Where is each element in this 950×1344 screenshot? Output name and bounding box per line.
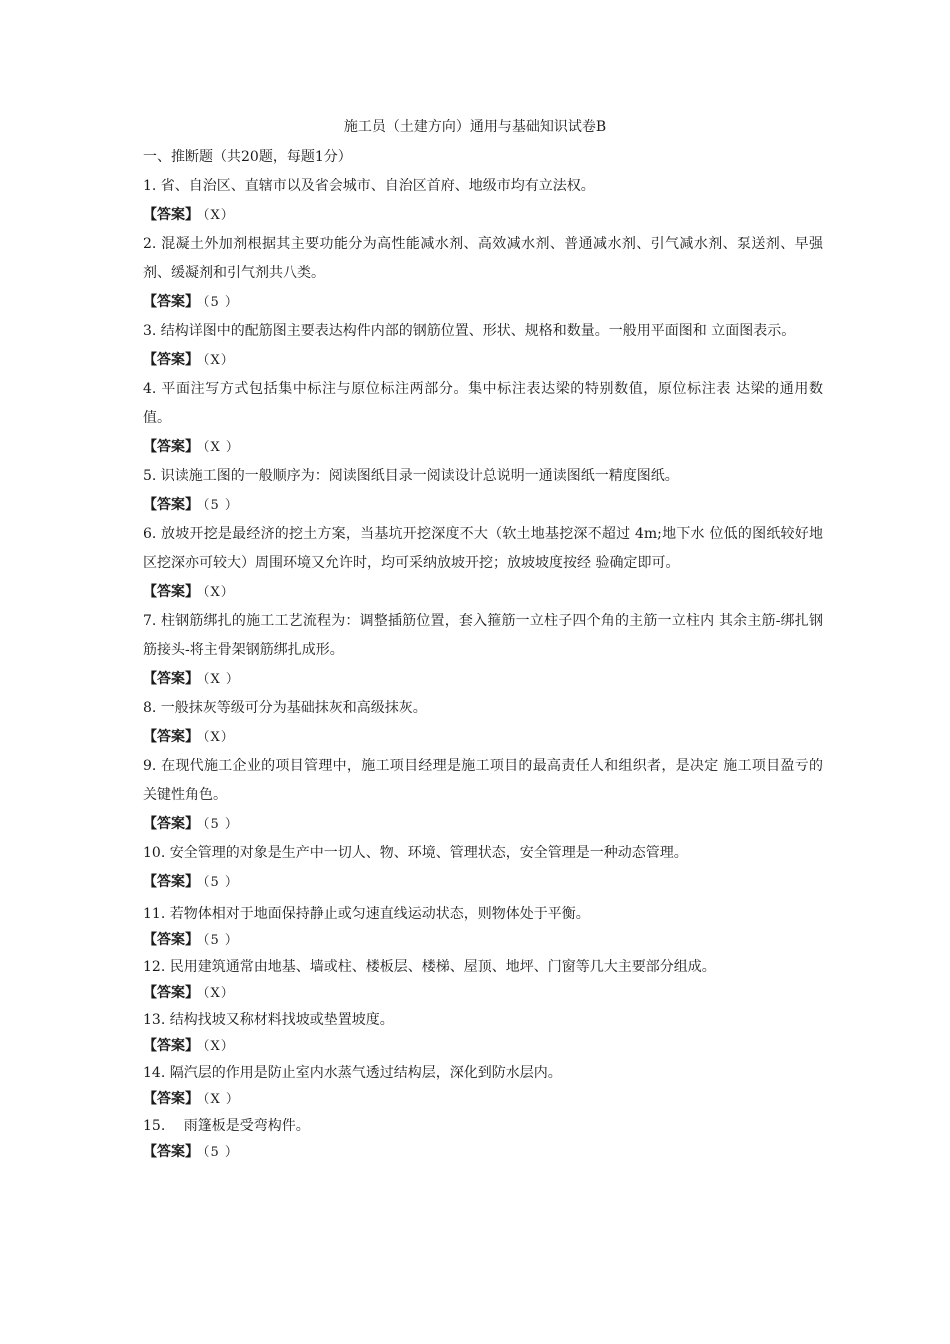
answer-line — [143, 578, 823, 607]
answer-label: 【答案】 — [143, 352, 199, 368]
answer-label: 【答案】 — [143, 985, 199, 1001]
answer-label: 【答案】 — [143, 874, 199, 890]
section-heading: 一、推断题（共20题，每题1分） — [143, 149, 352, 165]
answer-label: 【答案】 — [143, 729, 199, 745]
answer-value: （5 ） — [203, 875, 239, 890]
answer-line — [143, 980, 823, 1007]
answer-label: 【答案】 — [143, 1038, 199, 1054]
question-text: 2. 混凝土外加剂根据其主要功能分为高性能减水剂、高效减水剂、普通减水剂、引气减水剂、泵送剂、早强剂、缓凝剂和引气剂共八类。 — [143, 236, 823, 281]
answer-value: （X） — [203, 730, 235, 745]
question-text: 10. 安全管理的对象是生产中一切人、物、环境、管理状态，安全管理是一种动态管理。 — [143, 845, 688, 861]
compact-question-group — [143, 901, 823, 1166]
answer-value: （5 ） — [203, 817, 239, 832]
question-list — [143, 172, 823, 1166]
answer-label: 【答案】 — [143, 584, 199, 600]
question-text: 5. 识读施工图的一般顺序为：阅读图纸目录一阅读设计总说明一通读图纸一精度图纸。 — [143, 468, 679, 484]
answer-line — [143, 868, 823, 897]
answer-value: （X ） — [203, 440, 240, 455]
question-text: 14. 隔汽层的作用是防止室内水蒸气透过结构层，深化到防水层内。 — [143, 1065, 562, 1081]
answer-label: 【答案】 — [143, 671, 199, 687]
question-text: 3. 结构详图中的配筋图主要表达构件内部的钢筋位置、形状、规格和数量。一般用平面图和 立面图表示。 — [143, 323, 796, 339]
answer-line — [143, 810, 823, 839]
answer-label: 【答案】 — [143, 497, 199, 513]
answer-value: （X） — [203, 353, 235, 368]
question-text: 13. 结构找坡又称材料找坡或垫置坡度。 — [143, 1012, 394, 1028]
answer-value: （5 ） — [203, 295, 239, 310]
answer-value: （X） — [203, 585, 235, 600]
answer-value: （X） — [203, 208, 235, 223]
document-title: 施工员（土建方向）通用与基础知识试卷B — [343, 119, 607, 135]
answer-value: （5 ） — [203, 933, 239, 948]
answer-label: 【答案】 — [143, 207, 199, 223]
question-text: 12. 民用建筑通常由地基、墙或柱、楼板层、楼梯、屋顶、地坪、门窗等几大主要部分组成。 — [143, 959, 716, 975]
answer-label: 【答案】 — [143, 439, 199, 455]
question-text: 15. 雨篷板是受弯构件。 — [143, 1118, 310, 1134]
answer-label: 【答案】 — [143, 932, 199, 948]
answer-value: （5 ） — [203, 498, 239, 513]
answer-line — [143, 927, 823, 954]
question-text: 9. 在现代施工企业的项目管理中，施工项目经理是施工项目的最高责任人和组织者，是决定 施工项目盈亏的关键性角色。 — [143, 758, 823, 803]
answer-value: （X ） — [203, 672, 240, 687]
answer-label: 【答案】 — [143, 1144, 199, 1160]
answer-value: （5 ） — [203, 1145, 239, 1160]
answer-line — [143, 1086, 823, 1113]
answer-line — [143, 665, 823, 694]
answer-value: （X） — [203, 986, 235, 1001]
answer-line — [143, 346, 823, 375]
question-text: 7. 柱钢筋绑扎的施工工艺流程为：调整插筋位置，套入箍筋一立柱子四个角的主筋一立柱内 其余主筋-绑扎钢筋接头-将主骨架钢筋绑扎成形。 — [143, 613, 823, 658]
answer-label: 【答案】 — [143, 1091, 199, 1107]
answer-line — [143, 1139, 823, 1166]
answer-value: （X） — [203, 1039, 235, 1054]
answer-value: （X ） — [203, 1092, 240, 1107]
answer-line — [143, 491, 823, 520]
answer-line — [143, 201, 823, 230]
answer-line — [143, 723, 823, 752]
question-text: 1. 省、自治区、直辖市以及省会城市、自治区首府、地级市均有立法权。 — [143, 178, 595, 194]
answer-line — [143, 288, 823, 317]
answer-line — [143, 433, 823, 462]
question-text: 11. 若物体相对于地面保持静止或匀速直线运动状态，则物体处于平衡。 — [143, 906, 590, 922]
answer-label: 【答案】 — [143, 294, 199, 310]
question-text: 8. 一般抹灰等级可分为基础抹灰和高级抹灰。 — [143, 700, 427, 716]
question-text: 6. 放坡开挖是最经济的挖土方案，当基坑开挖深度不大（软土地基挖深不超过 4m;地下水 位低的图纸较好地区挖深亦可较大）周围环境又允许时，均可采纳放坡开挖；放坡坡度按经 验确定即可。 — [143, 526, 823, 571]
question-text: 4. 平面注写方式包括集中标注与原位标注两部分。集中标注表达梁的特别数值，原位标注表 达梁的通用数值。 — [143, 381, 823, 426]
answer-line — [143, 1033, 823, 1060]
answer-label: 【答案】 — [143, 816, 199, 832]
